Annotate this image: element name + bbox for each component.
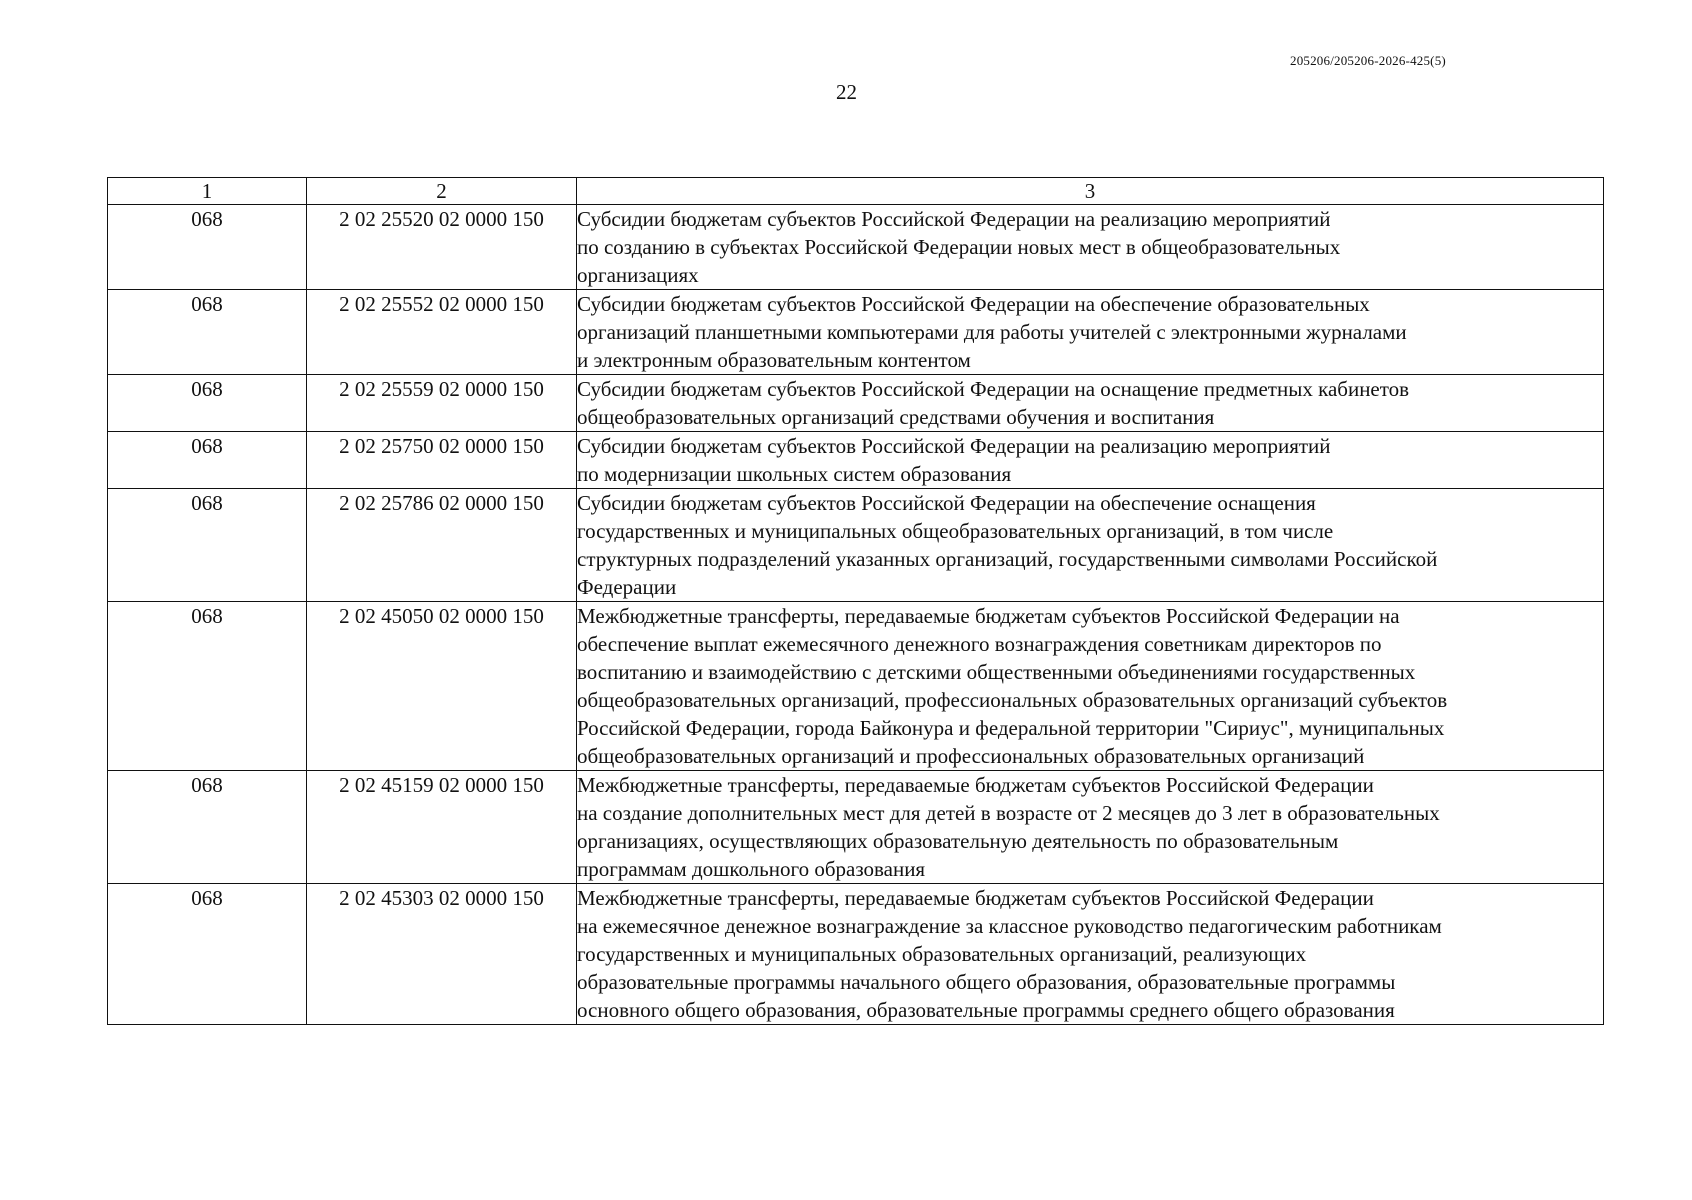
admin-code-cell: 068	[108, 602, 307, 771]
description-line: и электронным образовательным контентом	[577, 348, 971, 372]
table-row	[108, 771, 1604, 884]
description-cell	[577, 602, 1604, 771]
description-line: основного общего образования, образовательные программы среднего общего образования	[577, 998, 1395, 1022]
table-row	[108, 489, 1604, 602]
description-line: по созданию в субъектах Российской Федерации новых мест в общеобразовательных	[577, 235, 1341, 259]
description-line: Межбюджетные трансферты, передаваемые бюджетам субъектов Российской Федерации на	[577, 604, 1400, 628]
admin-code-cell: 068	[108, 205, 307, 290]
description-cell	[577, 432, 1604, 489]
description-line: общеобразовательных организаций средствами обучения и воспитания	[577, 405, 1215, 429]
admin-code-cell: 068	[108, 884, 307, 1025]
description-line: Субсидии бюджетам субъектов Российской Федерации на оснащение предметных кабинетов	[577, 377, 1410, 401]
column-header: 3	[577, 178, 1604, 205]
description-line: образовательные программы начального общего образования, образовательные программы	[577, 970, 1396, 994]
column-header: 1	[108, 178, 307, 205]
budget-code-cell: 2 02 45050 02 0000 150	[307, 602, 577, 771]
admin-code-cell: 068	[108, 489, 307, 602]
table-header-row	[108, 178, 1604, 205]
budget-codes-table	[107, 177, 1604, 1025]
budget-code-cell: 2 02 25520 02 0000 150	[307, 205, 577, 290]
document-id: 205206/205206-2026-425(5)	[1290, 53, 1446, 68]
admin-code-cell: 068	[108, 432, 307, 489]
table-row	[108, 432, 1604, 489]
description-line: организаций планшетными компьютерами для работы учителей с электронными журналами	[577, 320, 1407, 344]
description-line: на ежемесячное денежное вознаграждение за классное руководство педагогическим работникам	[577, 914, 1442, 938]
description-line: Субсидии бюджетам субъектов Российской Федерации на обеспечение оснащения	[577, 491, 1316, 515]
description-line: Российской Федерации, города Байконура и федеральной территории "Сириус", муниципальных	[577, 716, 1445, 740]
description-line: на создание дополнительных мест для детей в возрасте от 2 месяцев до 3 лет в образовательных	[577, 801, 1440, 825]
table-row	[108, 884, 1604, 1025]
column-header: 2	[307, 178, 577, 205]
description-cell	[577, 489, 1604, 602]
description-cell	[577, 884, 1604, 1025]
table-row	[108, 290, 1604, 375]
description-line: Субсидии бюджетам субъектов Российской Федерации на реализацию мероприятий	[577, 434, 1331, 458]
description-line: государственных и муниципальных общеобразовательных организаций, в том числе	[577, 519, 1334, 543]
description-cell	[577, 375, 1604, 432]
table-body	[108, 205, 1604, 1025]
description-line: воспитанию и взаимодействию с детскими общественными объединениями государственных	[577, 660, 1416, 684]
description-line: обеспечение выплат ежемесячного денежного вознаграждения советникам директоров по	[577, 632, 1382, 656]
description-line: программам дошкольного образования	[577, 857, 926, 881]
table-row	[108, 602, 1604, 771]
description-line: общеобразовательных организаций, профессиональных образовательных организаций субъектов	[577, 688, 1448, 712]
budget-code-cell: 2 02 25552 02 0000 150	[307, 290, 577, 375]
description-line: Субсидии бюджетам субъектов Российской Федерации на обеспечение образовательных	[577, 292, 1370, 316]
budget-code-cell: 2 02 45159 02 0000 150	[307, 771, 577, 884]
description-line: Межбюджетные трансферты, передаваемые бюджетам субъектов Российской Федерации	[577, 886, 1374, 910]
description-line: по модернизации школьных систем образования	[577, 462, 1012, 486]
table-row	[108, 375, 1604, 432]
page-number: 22	[836, 80, 857, 104]
admin-code-cell: 068	[108, 375, 307, 432]
budget-code-cell: 2 02 25750 02 0000 150	[307, 432, 577, 489]
description-line: Федерации	[577, 575, 677, 599]
description-line: Субсидии бюджетам субъектов Российской Федерации на реализацию мероприятий	[577, 207, 1331, 231]
table-row	[108, 205, 1604, 290]
description-cell	[577, 771, 1604, 884]
admin-code-cell: 068	[108, 771, 307, 884]
description-line: государственных и муниципальных образовательных организаций, реализующих	[577, 942, 1307, 966]
description-line: Межбюджетные трансферты, передаваемые бюджетам субъектов Российской Федерации	[577, 773, 1374, 797]
description-line: организациях, осуществляющих образовательную деятельность по образовательным	[577, 829, 1339, 853]
description-line: общеобразовательных организаций и профессиональных образовательных организаций	[577, 744, 1365, 768]
description-line: организациях	[577, 263, 699, 287]
budget-code-cell: 2 02 25559 02 0000 150	[307, 375, 577, 432]
description-line: структурных подразделений указанных организаций, государственными символами Российской	[577, 547, 1438, 571]
admin-code-cell: 068	[108, 290, 307, 375]
description-cell	[577, 205, 1604, 290]
description-cell	[577, 290, 1604, 375]
budget-code-cell: 2 02 45303 02 0000 150	[307, 884, 577, 1025]
budget-code-cell: 2 02 25786 02 0000 150	[307, 489, 577, 602]
